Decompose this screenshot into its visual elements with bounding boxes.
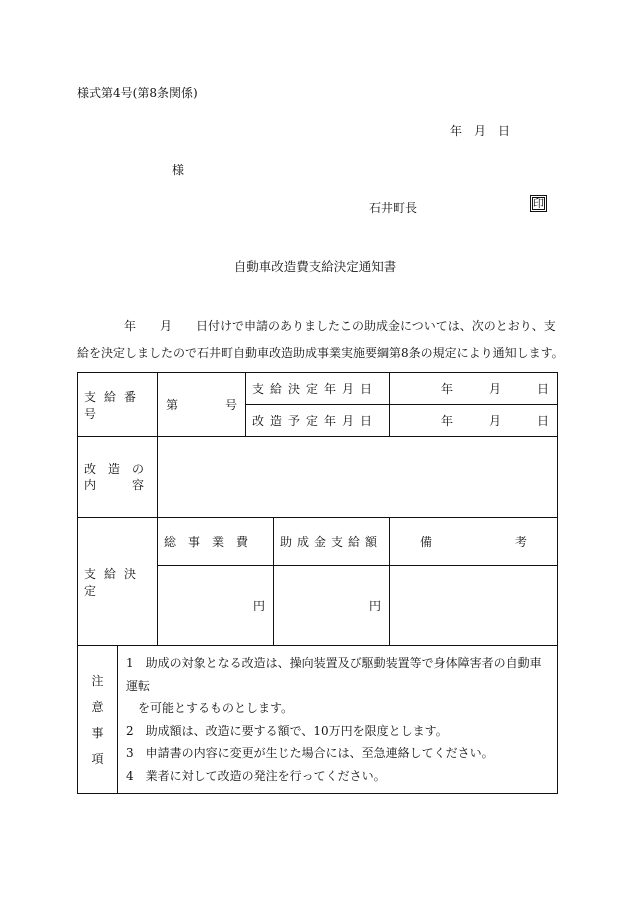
number-suffix: 号 — [225, 398, 238, 412]
modification-content-label — [78, 437, 158, 518]
remarks-header — [390, 518, 558, 566]
payment-number-label: 支給番号 — [78, 373, 158, 437]
note-item-1: 1 助成の対象となる改造は、操向装置及び駆動装置等で身体障害者の自動車運転 — [126, 656, 542, 693]
total-cost-header: 総事業費 — [158, 518, 274, 566]
total-cost-yen: 円 — [158, 566, 274, 646]
issuer-name: 石井町長 — [369, 201, 418, 215]
modification-date-value: 年 月 日 — [390, 405, 558, 437]
modification-label-line2: 内 容 — [84, 478, 145, 492]
remarks-value — [390, 566, 558, 646]
notes-label — [78, 646, 118, 794]
addressee-suffix: 様 — [172, 163, 185, 177]
note-item-2: 2 助成額は、改造に要する額で、10万円を限度とします。 — [126, 723, 448, 738]
modification-label-line1: 改 造 の — [84, 462, 145, 476]
notes-label-char-2: 意 — [91, 699, 104, 714]
note-item-1-cont: を可能とするものとします。 — [126, 701, 294, 715]
seal-icon: 印 — [530, 195, 547, 212]
body-text-1: 日付けで申請のありましたこの助成金については、次のとおり、支 — [196, 319, 556, 333]
issue-date: 年 月 日 — [450, 124, 511, 138]
remarks-char-b: 考 — [515, 535, 528, 549]
form-number: 様式第4号(第8条関係) — [77, 86, 198, 100]
note-item-3: 3 申請書の内容に変更が生じた場合には、至急連絡してください。 — [126, 746, 494, 760]
payment-decision-label: 支給決定 — [78, 518, 158, 646]
notes-label-char-3: 事 — [91, 725, 104, 740]
note-item-4: 4 業者に対して改造の発注を行ってください。 — [126, 768, 386, 783]
grant-amount-yen: 円 — [274, 566, 390, 646]
decision-date-label: 支給決定年月日 — [246, 373, 390, 405]
decision-date-value: 年 月 日 — [390, 373, 558, 405]
body-year: 年 — [124, 319, 137, 333]
body-month: 月 — [160, 319, 173, 333]
grant-amount-header: 助成金支給額 — [274, 518, 390, 566]
number-prefix: 第 — [166, 398, 179, 412]
modification-content-value — [158, 437, 558, 518]
notes-label-char-4: 項 — [91, 751, 104, 766]
document-title: 自動車改造費支給決定通知書 — [233, 259, 397, 274]
notes-label-char-1: 注 — [91, 673, 104, 688]
modification-date-label: 改造予定年月日 — [246, 405, 390, 437]
remarks-char-a: 備 — [420, 535, 433, 549]
body-line-2: 給を決定しましたので石井町自動車改造助成事業実施要綱第8条の規定により通知します。 — [77, 346, 564, 360]
notes-content — [118, 646, 558, 794]
decision-table — [77, 372, 558, 794]
body-line-1 — [124, 317, 556, 334]
payment-number-cell — [158, 373, 246, 437]
